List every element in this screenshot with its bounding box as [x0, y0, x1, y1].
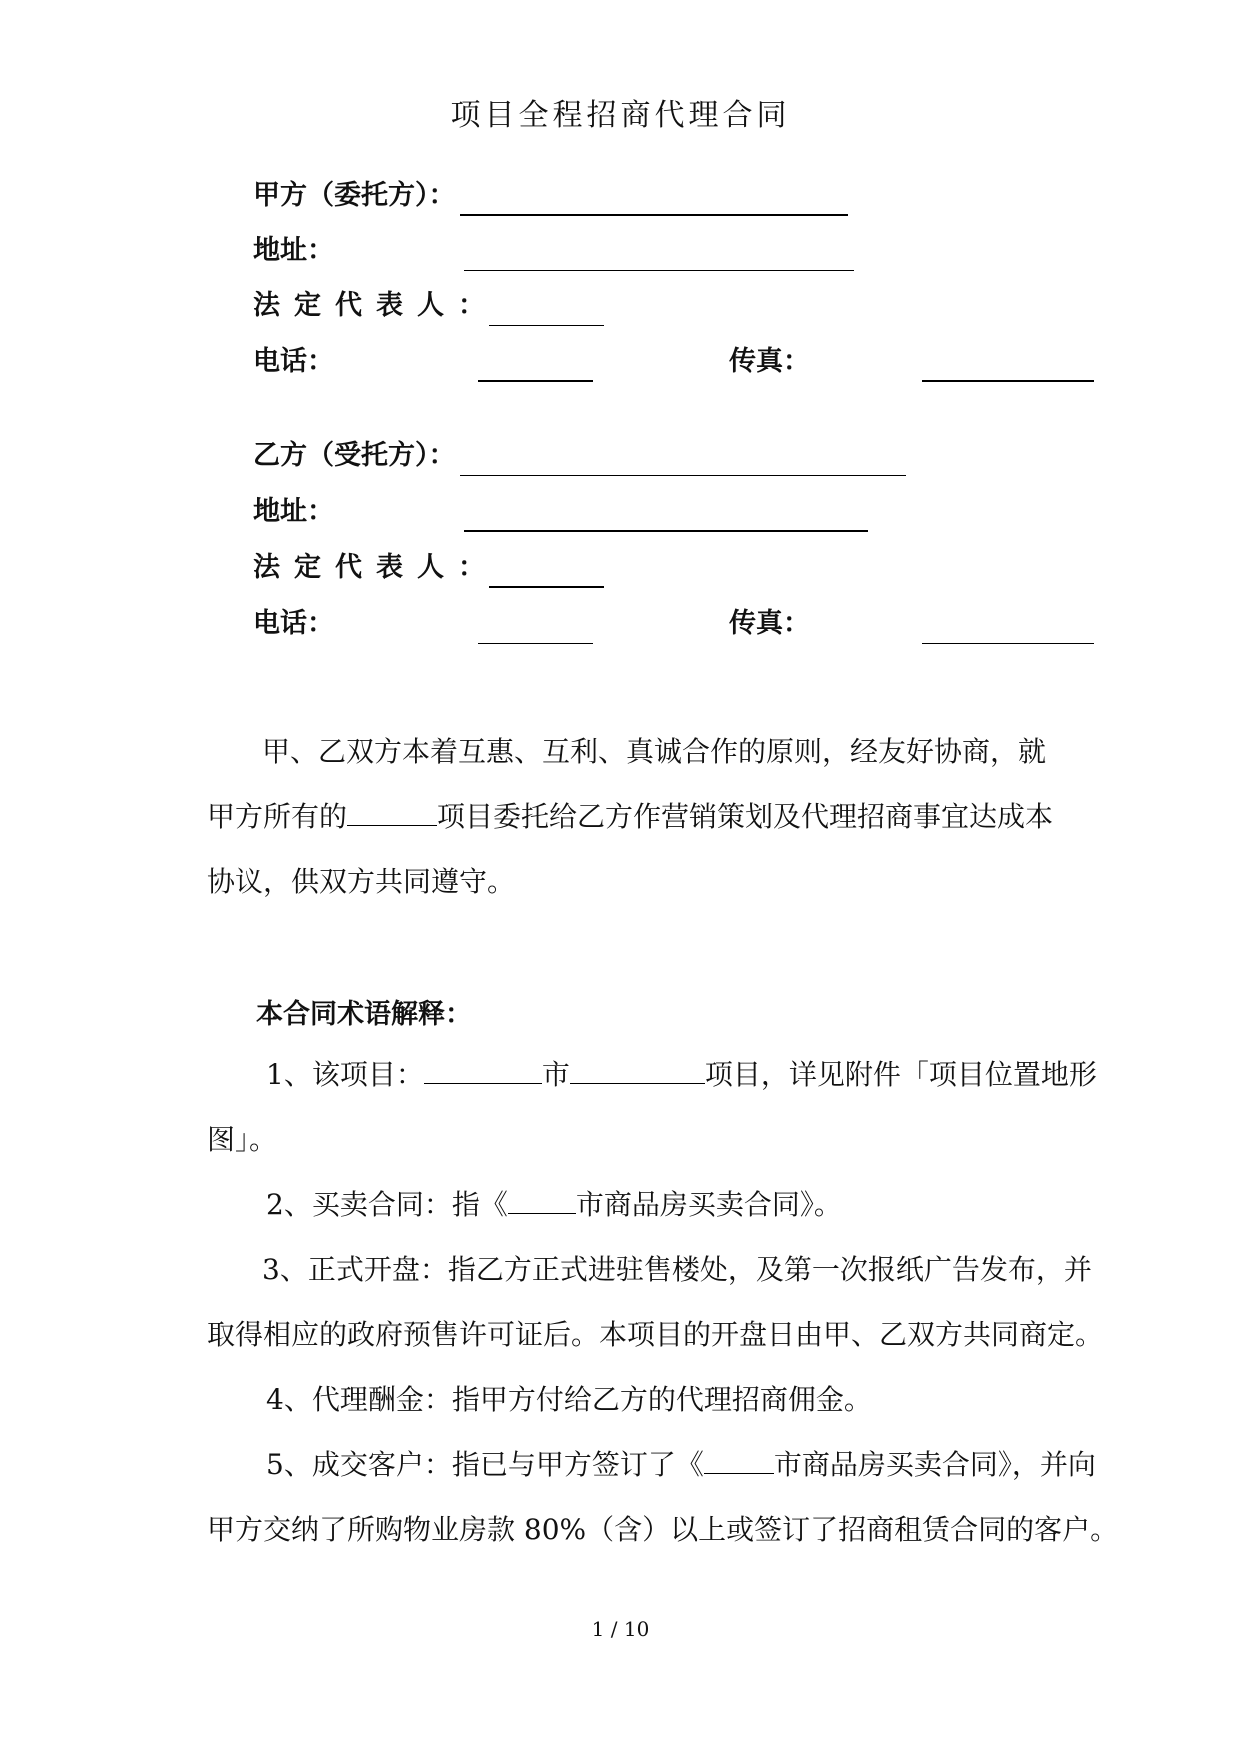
term-3-line-2: 取得相应的政府预售许可证后。本项目的开盘日由甲、乙双方共同商定。 — [207, 1318, 1104, 1351]
party-b-fax-row — [729, 604, 1094, 644]
party-b-phone-label: 电话： — [253, 608, 334, 639]
party-b-fax-field[interactable] — [922, 615, 1094, 644]
party-b-address-field[interactable] — [464, 502, 868, 532]
term-1-project-blank[interactable] — [570, 1055, 705, 1084]
party-a-address-label: 地址： — [253, 235, 334, 266]
party-a-rep-row — [253, 286, 604, 326]
party-a-rep-label: 法定代表人： — [253, 290, 499, 321]
party-b-row — [253, 436, 906, 476]
party-b-address-row — [253, 492, 868, 532]
term-4: 4、代理酬金：指甲方付给乙方的代理招商佣金。 — [266, 1383, 872, 1416]
party-b-rep-row — [253, 548, 604, 588]
party-a-address-row — [253, 231, 854, 271]
party-a-name-field[interactable] — [460, 186, 848, 216]
party-b-rep-label: 法定代表人： — [253, 552, 499, 583]
party-b-phone-row — [253, 604, 593, 644]
term-1-line-1: 1、该项目： 市 项目，详见附件「项目位置地形 — [266, 1055, 1097, 1095]
party-a-phone-field[interactable] — [478, 352, 593, 382]
term-1-city-blank[interactable] — [424, 1055, 542, 1084]
term-1-line-2: 图」。 — [207, 1123, 278, 1156]
term-5-city-blank[interactable] — [704, 1445, 774, 1474]
party-a-label: 甲方（委托方）： — [253, 180, 456, 211]
party-a-fax-field[interactable] — [922, 352, 1094, 382]
intro-line-1: 甲、乙双方本着互惠、互利、真诚合作的原则，经友好协商，就 — [262, 735, 1047, 768]
document-title: 项目全程招商代理合同 — [450, 98, 791, 133]
party-a-fax-label: 传真： — [729, 346, 810, 377]
party-b-name-field[interactable] — [460, 447, 906, 476]
party-b-fax-label: 传真： — [729, 608, 810, 639]
intro-line-2: 甲方所有的 项目委托给乙方作营销策划及代理招商事宜达成本 — [207, 797, 1053, 837]
party-a-rep-field[interactable] — [489, 297, 604, 326]
party-a-fax-row — [729, 342, 1094, 382]
intro-line-3: 协议，供双方共同遵守。 — [207, 865, 516, 898]
term-2-city-blank[interactable] — [508, 1185, 576, 1214]
party-b-rep-field[interactable] — [489, 558, 604, 588]
term-3-line-1: 3、正式开盘：指乙方正式进驻售楼处，及第一次报纸广告发布，并 — [262, 1253, 1092, 1286]
term-5-line-1: 5、成交客户：指已与甲方签订了《 市商品房买卖合同》，并向 — [266, 1445, 1096, 1485]
party-a-phone-label: 电话： — [253, 346, 334, 377]
term-5-line-2: 甲方交纳了所购物业房款 80%（含）以上或签订了招商租赁合同的客户。 — [207, 1513, 1119, 1546]
terms-heading: 本合同术语解释： — [256, 999, 472, 1030]
party-a-phone-row — [253, 342, 593, 382]
party-b-address-label: 地址： — [253, 496, 334, 527]
term-2: 2、买卖合同：指《 市商品房买卖合同》。 — [266, 1185, 842, 1225]
project-name-blank[interactable] — [347, 797, 437, 826]
page-number: 1 / 10 — [591, 1617, 650, 1641]
party-a-row — [253, 176, 848, 216]
party-b-phone-field[interactable] — [478, 615, 593, 644]
party-b-label: 乙方（受托方）： — [253, 440, 456, 471]
party-a-address-field[interactable] — [464, 242, 854, 271]
